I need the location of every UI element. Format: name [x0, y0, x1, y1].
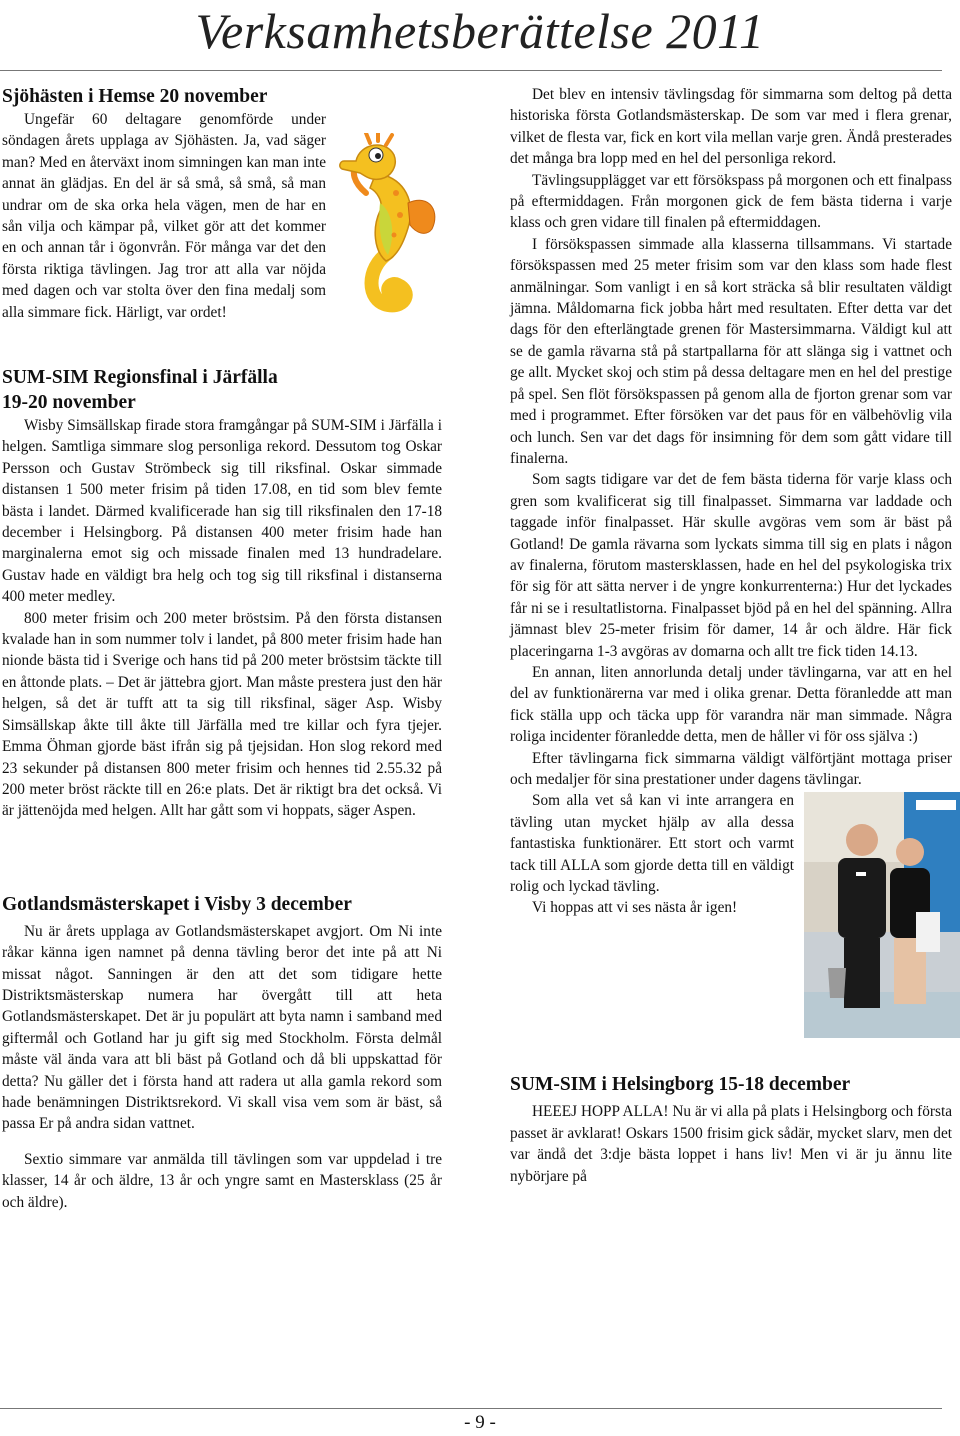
paragraph: Sextio simmare var anmälda till tävlingen som var uppdelad i tre klasser, 14 år och äldre, 13 år och yngre samt en Mastersklass (25 år och äldre).	[2, 1150, 442, 1211]
heading-sumsim-jarfalla	[2, 365, 442, 415]
paragraph: Som sagts tidigare var det de fem bästa tiderna för varje klass och gren som kvalificerat sig till finalpasset. Simmarna var laddade och taggade inför finalpasset. Här skulle avgöras vem som är bäst på Gotland! De gamla rävarna som lyckats simma till sig en plats i någon av finalerna, förutom mastersklassen, hade en hel del psykologiska trix för sig för att sätta nerver i de yngre konkurrenterna:) Hur det lyckades får ni se i resultatlistorna. Finalpasset bjöd på en hel del spänning. Allra jämnast blev 25-meter frisim för damer, 14 år och äldre. Här fick placeringarna 1-3 avgöras av domarna och allt tre fick tiden 14.13.	[510, 471, 952, 660]
page-title: Verksamhetsberättelse 2011	[195, 3, 765, 59]
paragraph: En annan, liten annorlunda detalj under tävlingarna, var att en hel del av funktionärerna var med i olika grenar. Detta föranledde att man fick ställa upp och täcka upp för varandra när man simmade. Några roliga incidenter föranledde detta, men de håller vi för oss själva :)	[510, 663, 952, 746]
right-column	[510, 84, 952, 1187]
footer-divider	[0, 1408, 942, 1409]
header-divider	[0, 70, 942, 71]
article-gotlandsmasterskapet	[2, 892, 442, 1213]
paragraph: Wisby Simsällskap firade stora framgångar på SUM-SIM i Järfälla i helgen. Samtliga simmare slog personliga rekord. Dessutom tog Oskar Persson och Gustav Strömbeck sig till riksfinal. Oskar simmade distansen 1 500 meter frisim på tiden 17.08, en tid som blev femte bästa i landet. Därmed kvalificerade han sig till riksfinalen den 17-18 december i Helsingborg. På distansen 400 meter frisim hade han marginalerna emot sig och missade finalen med 13 hundradelare. Gustav hade en väldigt bra helg och tog sig till riksfinal i distanserna 400 meter medley.	[2, 417, 442, 606]
heading-sjohasten: Sjöhästen i Hemse 20 november	[2, 86, 268, 107]
heading-line: 19-20 november	[2, 392, 136, 413]
swimmers-photo	[804, 792, 960, 1038]
heading-gotlandsmasterskapet: Gotlandsmästerskapet i Visby 3 december	[2, 893, 352, 915]
page-number: - 9 -	[464, 1412, 496, 1433]
paragraph: Som alla vet så kan vi inte arrangera en tävling utan mycket hjälp av alla dessa fantastiska funktionärer. Ett stort och varmt tack till ALLA som gjorde detta till en väldigt rolig och lyckad tävling.	[510, 792, 794, 896]
article-sumsim-helsingborg	[510, 1072, 952, 1187]
paragraph: Tävlingsupplägget var ett försökspass på morgonen och ett finalpass på eftermiddagen. Från morgonen gick de fem bästa tiderna i varje klass och gren vidare till finalen på eftermiddagen.	[510, 171, 952, 232]
paragraph: Efter tävlingarna fick simmarna väldigt välförtjänt mottaga priser och medaljer för sina prestationer under dagens tävlingar.	[510, 749, 952, 788]
paragraph: Nu är årets upplaga av Gotlandsmästerskapet avgjort. Om Ni inte råkar känna igen namnet på denna tävling beror det inte på att Ni missat något. Sanningen är den att det som tidigare hette Distriktsmästerskap numera har övergått till att heta Gotlandsmästerskapet. Det är ju populärt att byta namn i samband med giftermål och Gotland har ju gift sig med Stockholm. Första delmål måste väl ända vara att bli bäst på Gotland och då bli uppskattad för detta? Nu gäller det i första hand att radera ut alla gamla rekord som hade benämningen Distriktsrekord. Vi skall visa vem som är bäst, så passa Er på andra sidan vattnet.	[2, 922, 442, 1133]
paragraph: Ungefär 60 deltagare genomförde under söndagen årets upplaga av Sjöhästen. Ja, vad säger man? Med en återväxt inom simningen kan man inte annat än glädjas. En del är så små, så små, så man undrar om de ska orka hela vägen, men de har en sån vilja och kämpar på, vilket gör att det kommer en och annan tår i ögonvrån. För många var det den första riktiga tävlingen. Jag tror att alla var nöjda med dagen och var stolta över den fina medalj som alla simmare fick. Härligt, var ordet!	[2, 111, 326, 321]
photo-section	[510, 790, 952, 1042]
paragraph: Vi hoppas att vi ses nästa år igen!	[532, 899, 738, 917]
left-column	[2, 84, 442, 1213]
article-sumsim-jarfalla	[2, 365, 442, 822]
paragraph: I försökspassen simmade alla klasserna tillsammans. Vi startade försökspassen med 25 meter frisim som var den klass som hade flest anmälningar. Som vanligt i en så kort sträcka så blir resultaten väldigt jämna. Måldomarna fick jobba hårt med resultaten. Efter detta var det dags för den efterlängtade grenen för Mastersimmarna. Väldigt kul att se de gamla rävarna stå på startpallarna för att slänga sig i vattnet och ge allt. Mycket skoj och stim på dessa deltagare men en hel del prestige på spel. Sen flöt försökspassen på genom alla de fjorton grenar som var med i programmet. Efter försöken var det paus för en välbehövlig vila och lunch. Sen var det dags för insimning för dem som gått vidare till finalerna.	[510, 235, 952, 467]
paragraph: 800 meter frisim och 200 meter bröstsim. På den första distansen kvalade han in som nummer tolv i landet, på 800 meter frisim hade han nionde bästa tid i Sverige och hans tid på 200 meter bröstsim täckte till en åttonde plats. – Det är jättebra gjort. Man måste prestera just den här helgen, så det är tufft att ta sig till riksfinal, säger Asp. Wisby Simsällskap åkte till åkte till Järfälla med tre killar och fyra tjejer. Emma Öhman gjorde bäst ifrån sig på tjejsidan. Hon slog rekord med 23 sekunder på distansen 800 meter frisim och hennes tid 2.55.32 på 200 meter bröst räckte till en 26:e plats. Det är riktigt bra det också. Vi är jättenöjda med helgen. Allt har gått som vi hoppats, säger Aspen.	[2, 609, 442, 820]
seahorse-cartoon-icon	[336, 133, 444, 323]
article-sjohasten	[2, 84, 442, 325]
paragraph: HEEEJ HOPP ALLA! Nu är vi alla på plats i Helsingborg och första passet är avklarat! Oskars 1500 frisim gick sådär, mycket slarv, men det var ändå det 3:dje bästa loppet i hans liv! Men vi är ju ännu lite nybörjare på	[510, 1103, 952, 1185]
heading-line: SUM-SIM Regionsfinal i Järfälla	[2, 367, 278, 388]
heading-sumsim-helsingborg: SUM-SIM i Helsingborg 15-18 december	[510, 1074, 851, 1096]
paragraph: Det blev en intensiv tävlingsdag för simmarna som deltog på detta historiska första Gotlandsmästerskap. De som var med i flera grenar, vilket de flesta var, fick en kort vila mellan varje gren. Ändå presterades det många bra lopp med en hel del personliga rekord.	[510, 86, 952, 168]
